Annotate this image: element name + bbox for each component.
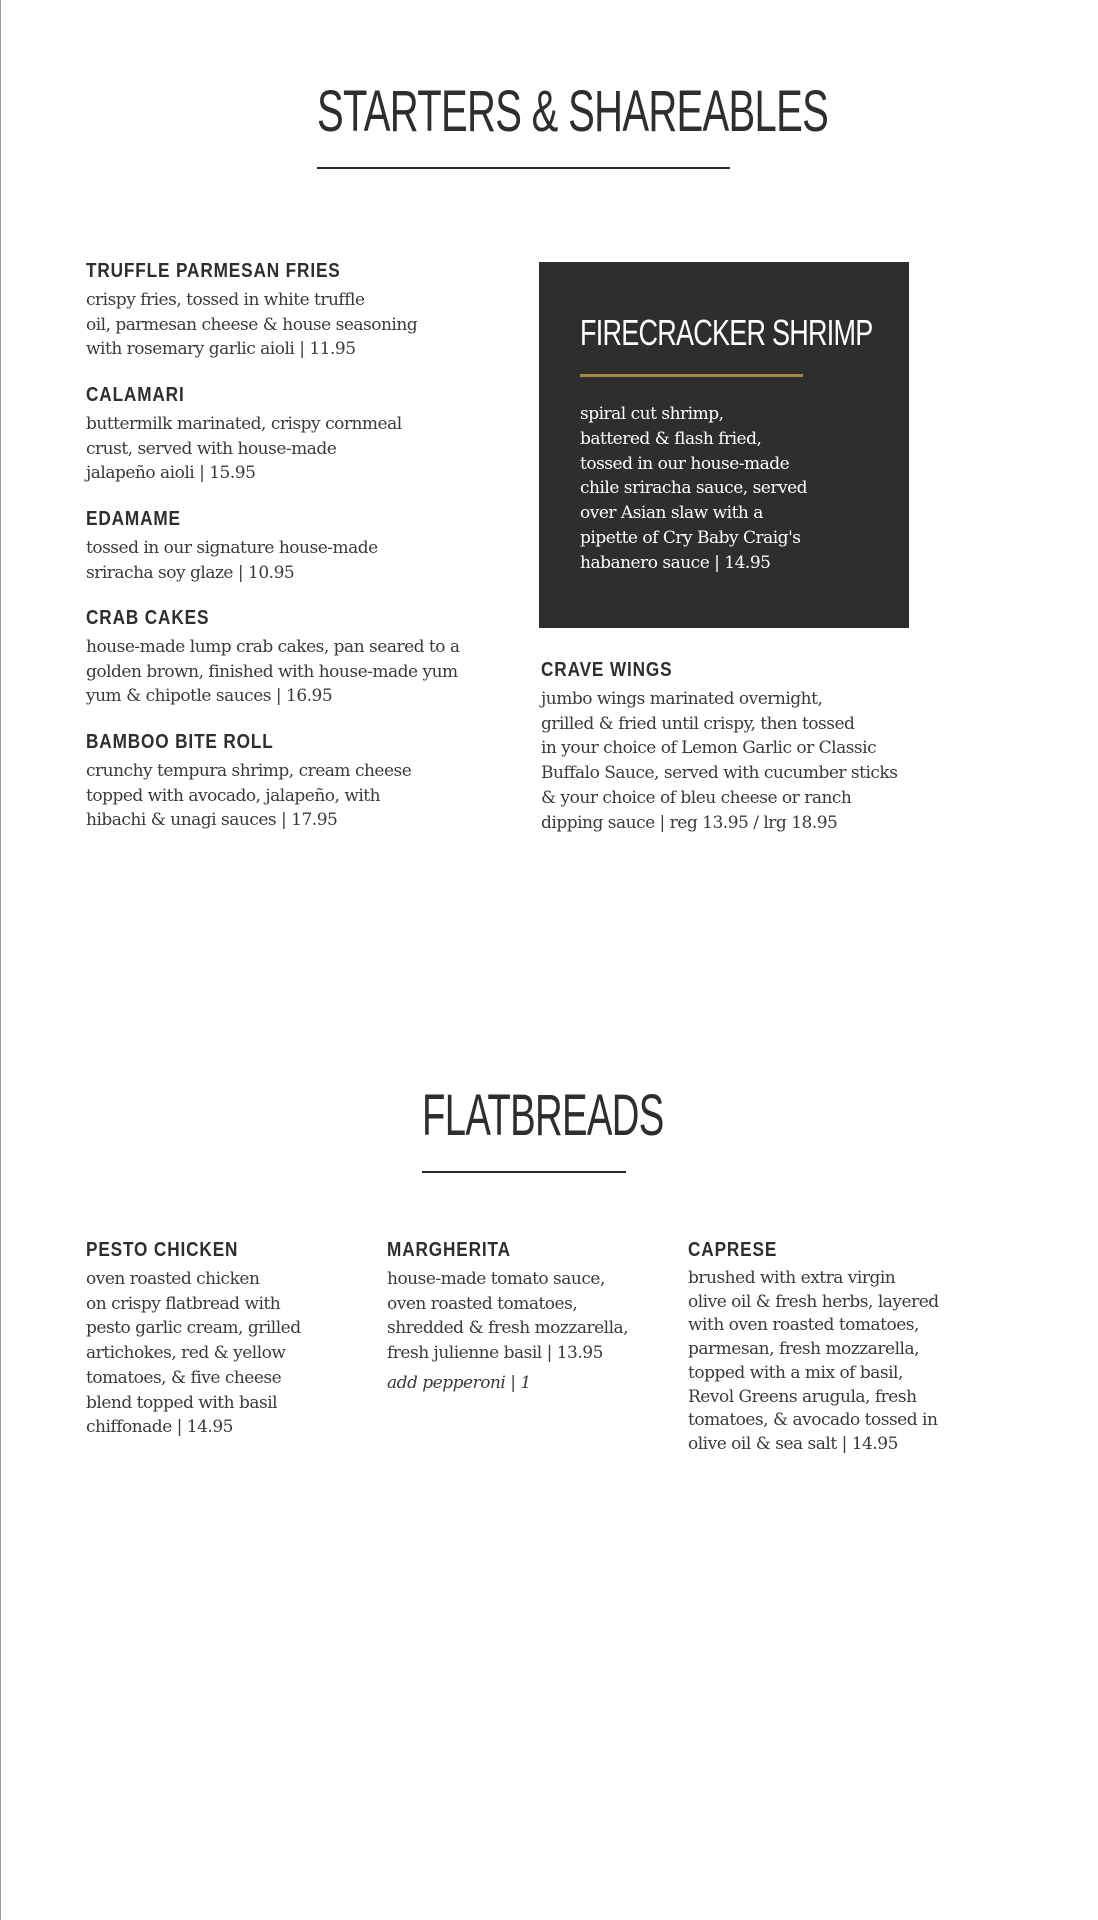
featured-item-firecracker-shrimp [539,262,909,628]
menu-item-caprese [688,1237,939,1457]
item-description: crunchy tempura shrimp, cream cheese topped with avocado, jalapeño, with hibachi & unagi sauces | 17.95 [86,761,412,831]
item-name: CRAVE WINGS [541,659,673,681]
item-description: buttermilk marinated, crispy cornmeal crust, served with house-made jalapeño aioli | 15.95 [86,414,402,484]
item-description: brushed with extra virgin olive oil & fresh herbs, layered with oven roasted tomatoes, parmesan, fresh mozzarella, topped with a mix of basil, Revol Greens arugula, fresh tomatoes, & avocado tossed in olive oil & sea salt | 14.95 [688,1268,939,1454]
menu-item-crave-wings [541,657,897,835]
menu-item-pesto-chicken [86,1237,301,1440]
item-description: oven roasted chicken on crispy flatbread with pesto garlic cream, grilled artichokes, red & yellow tomatoes, & five cheese blend topped with basil chiffonade | 14.95 [86,1269,301,1438]
item-name: PESTO CHICKEN [86,1239,239,1261]
featured-item-divider [580,374,803,377]
item-description: crispy fries, tossed in white truffle oil, parmesan cheese & house seasoning with rosemary garlic aioli | 11.95 [86,290,418,360]
starters-title-divider [317,167,730,169]
item-description: tossed in our signature house-made sriracha soy glaze | 10.95 [86,538,378,583]
item-description: house-made lump crab cakes, pan seared to a golden brown, finished with house-made yum yum & chipotle sauces | 16.95 [86,637,460,707]
menu-item-crab-cakes [86,605,460,709]
menu-item-edamame [86,506,378,585]
item-name: CAPRESE [688,1239,778,1261]
flatbreads-title-divider [422,1171,626,1173]
item-name: BAMBOO BITE ROLL [86,731,274,753]
item-description: house-made tomato sauce, oven roasted tomatoes, shredded & fresh mozzarella, fresh julienne basil | 13.95 [387,1269,629,1364]
item-name: TRUFFLE PARMESAN FRIES [86,260,341,282]
item-name: EDAMAME [86,508,181,530]
starters-section-title: STARTERS & SHAREABLES [317,79,829,144]
flatbreads-section-title: FLATBREADS [422,1083,664,1148]
menu-item-calamari [86,382,402,486]
item-name: CRAB CAKES [86,607,210,629]
featured-item-description: spiral cut shrimp, battered & flash fried, tossed in our house-made chile sriracha sauce, served over Asian slaw with a pipette of Cry Baby Craig's habanero sauce | 14.95 [580,404,808,573]
item-addon-note: add pepperoni | 1 [387,1372,531,1393]
item-name: CALAMARI [86,384,185,406]
menu-item-margherita [387,1237,628,1396]
menu-item-truffle-parmesan-fries [86,258,417,362]
item-description: jumbo wings marinated overnight, grilled & fried until crispy, then tossed in your choice of Lemon Garlic or Classic Buffalo Sauce, served with cucumber sticks & your choice of bleu cheese or ranch dipping sauce | reg 13.95 / lrg 18.95 [541,689,898,833]
menu-item-bamboo-bite-roll [86,729,411,833]
item-name: MARGHERITA [387,1239,511,1261]
featured-item-name: FIRECRACKER SHRIMP [580,312,873,353]
